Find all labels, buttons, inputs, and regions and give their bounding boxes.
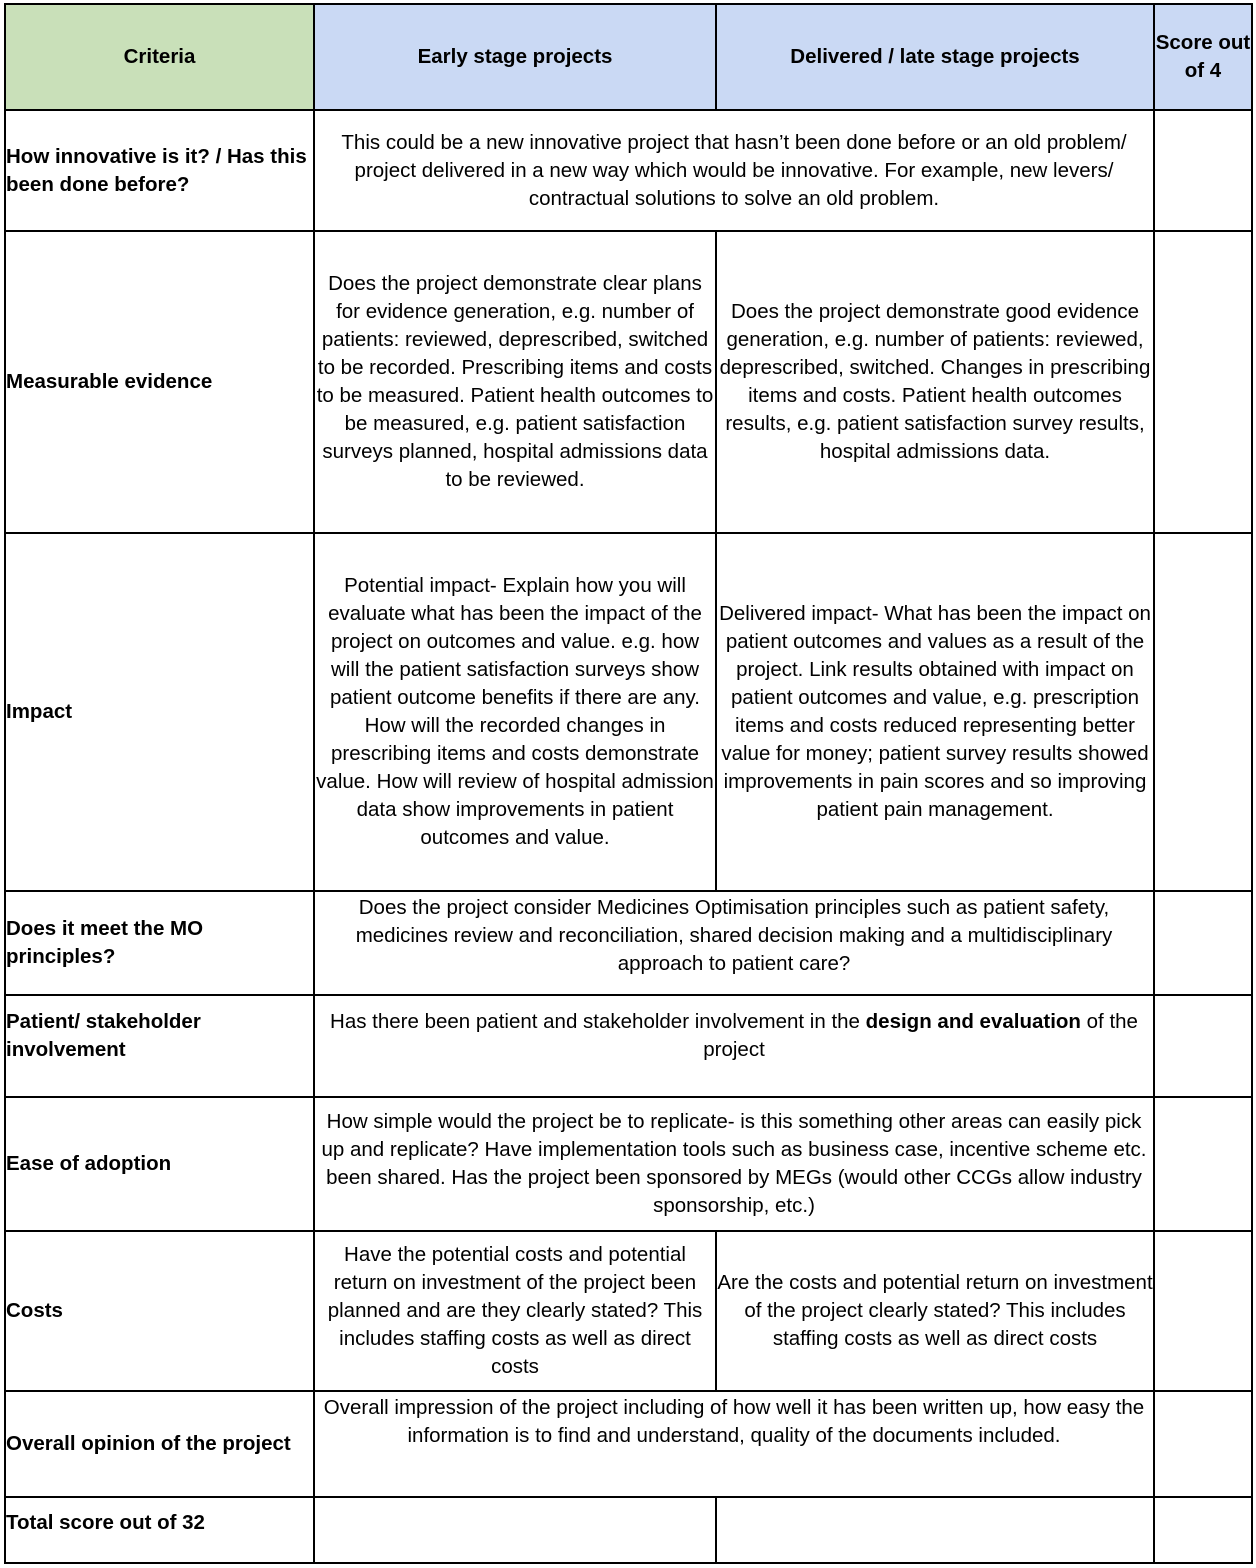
criteria-cell-adoption: Ease of adoption: [5, 1097, 314, 1231]
criteria-cell-overall: Overall opinion of the project: [5, 1391, 314, 1497]
stakeholder-text-start: Has there been patient and stakeholder involvement in the: [330, 1010, 866, 1033]
table-row: [5, 891, 1252, 995]
shared-description-overall: Overall impression of the project including of how well it has been written up, how easy the information is to find and understand, quality of the documents included.: [314, 1391, 1154, 1497]
criteria-cell-mo-principles: Does it meet the MO principles?: [5, 891, 314, 995]
criteria-cell-evidence: Measurable evidence: [5, 231, 314, 533]
score-cell-total[interactable]: [1154, 1497, 1252, 1563]
early-total-cell[interactable]: [314, 1497, 716, 1563]
scoring-criteria-table: [4, 3, 1253, 1564]
shared-description-adoption: How simple would the project be to replicate- is this something other areas can easily pick up and replicate? Have implementation tools such as business case, incentive scheme etc. been shared. Has the project been sponsored by MEGs (would other CCGs allow industry sponsorship, etc.): [314, 1097, 1154, 1231]
late-description-costs: Are the costs and potential return on investment of the project clearly stated? This includes staffing costs as well as direct costs: [716, 1231, 1154, 1391]
score-cell-mo-principles[interactable]: [1154, 891, 1252, 995]
score-cell-overall[interactable]: [1154, 1391, 1252, 1497]
early-description-costs: Have the potential costs and potential return on investment of the project been planned and are they clearly stated? This includes staffing costs as well as direct costs: [314, 1231, 716, 1391]
criteria-cell-impact: Impact: [5, 533, 314, 891]
table-row: [5, 231, 1252, 533]
table-row: [5, 995, 1252, 1097]
early-description-impact: Potential impact- Explain how you will evaluate what has been the impact of the project on outcomes and value. e.g. how will the patient satisfaction surveys show patient outcome benefits if there are any. How will the recorded changes in prescribing items and costs demonstrate value. How will review of hospital admission data show improvements in patient outcomes and value.: [314, 533, 716, 891]
shared-description-mo-principles: Does the project consider Medicines Optimisation principles such as patient safety, medicines review and reconciliation, shared decision making and a multidisciplinary approach to patient care?: [314, 891, 1154, 995]
criteria-cell-stakeholder: Patient/ stakeholder involvement: [5, 995, 314, 1097]
table-row: [5, 533, 1252, 891]
stakeholder-text-end: of the project: [703, 1010, 1138, 1061]
score-cell-innovative[interactable]: [1154, 110, 1252, 231]
late-description-evidence: Does the project demonstrate good evidence generation, e.g. number of patients: reviewed, deprescribed, switched. Changes in prescribing items and costs. Patient health outcomes results, e.g. patient satisfaction survey results, hospital admissions data.: [716, 231, 1154, 533]
shared-description-innovative: This could be a new innovative project that hasn’t been done before or an old problem/ project delivered in a new way which would be innovative. For example, new levers/ contractual solutions to solve an old problem.: [314, 110, 1154, 231]
score-cell-evidence[interactable]: [1154, 231, 1252, 533]
early-stage-header: Early stage projects: [314, 4, 716, 110]
early-description-evidence: Does the project demonstrate clear plans for evidence generation, e.g. number of patients: reviewed, deprescribed, switched to be recorded. Prescribing items and costs to be measured. Patient health outcomes to be measured, e.g. patient satisfaction surveys planned, hospital admissions data to be reviewed.: [314, 231, 716, 533]
criteria-header: Criteria: [5, 4, 314, 110]
criteria-cell-total: Total score out of 32: [5, 1497, 314, 1563]
criteria-cell-innovative: How innovative is it? / Has this been done before?: [5, 110, 314, 231]
late-description-impact: Delivered impact- What has been the impact on patient outcomes and values as a result of the project. Link results obtained with impact on patient outcomes and value, e.g. prescription items and costs reduced representing better value for money; patient survey results showed improvements in pain scores and so improving patient pain management.: [716, 533, 1154, 891]
score-cell-stakeholder[interactable]: [1154, 995, 1252, 1097]
header-row: [5, 4, 1252, 110]
score-cell-impact[interactable]: [1154, 533, 1252, 891]
late-total-cell[interactable]: [716, 1497, 1154, 1563]
table-row: [5, 1497, 1252, 1563]
table-row: [5, 1097, 1252, 1231]
table-row: [5, 1231, 1252, 1391]
stakeholder-text-bold: design and evaluation: [865, 1010, 1081, 1033]
table-row: [5, 110, 1252, 231]
shared-description-stakeholder: [314, 995, 1154, 1097]
table-row: [5, 1391, 1252, 1497]
score-cell-costs[interactable]: [1154, 1231, 1252, 1391]
score-cell-adoption[interactable]: [1154, 1097, 1252, 1231]
late-stage-header: Delivered / late stage projects: [716, 4, 1154, 110]
score-header: Score out of 4: [1154, 4, 1252, 110]
criteria-cell-costs: Costs: [5, 1231, 314, 1391]
